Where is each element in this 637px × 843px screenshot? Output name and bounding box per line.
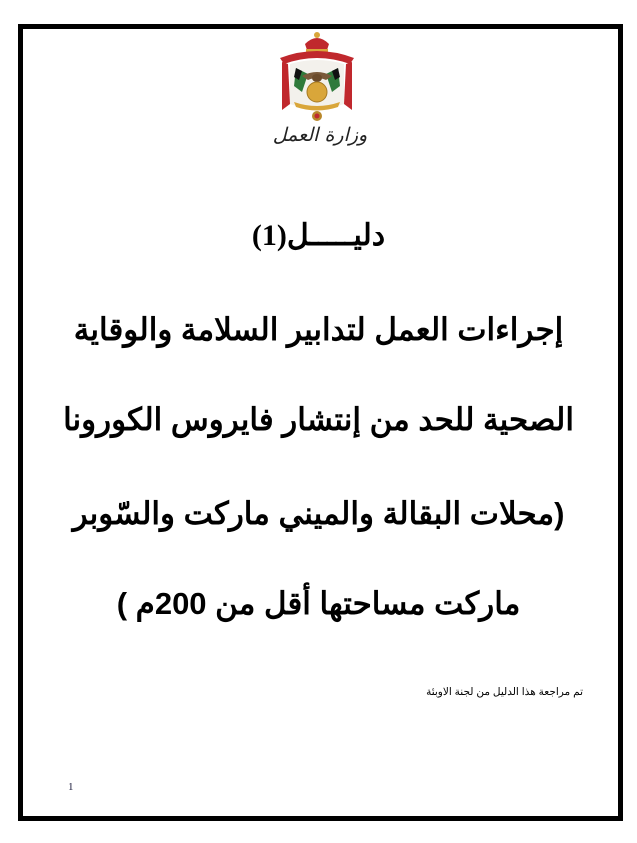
document-title-line-3: (محلات البقالة والميني ماركت والسّوبر (72, 496, 565, 531)
jordan-coat-of-arms-icon (272, 30, 362, 126)
guide-title: دليـــــل(1) (251, 219, 386, 252)
page-number: 1 (68, 781, 74, 793)
review-note: تم مراجعة هذا الدليل من لجنة الاوبئة (426, 686, 583, 698)
document-title-line-2: الصحية للحد من إنتشار فايروس الكورونا (63, 402, 574, 437)
ministry-name: وزارة العمل (272, 124, 368, 146)
document-title-line-1: إجراءات العمل لتدابير السلامة والوقاية (73, 312, 564, 347)
document-title-line-4: ماركت مساحتها أقل من 200م ) (116, 586, 521, 621)
